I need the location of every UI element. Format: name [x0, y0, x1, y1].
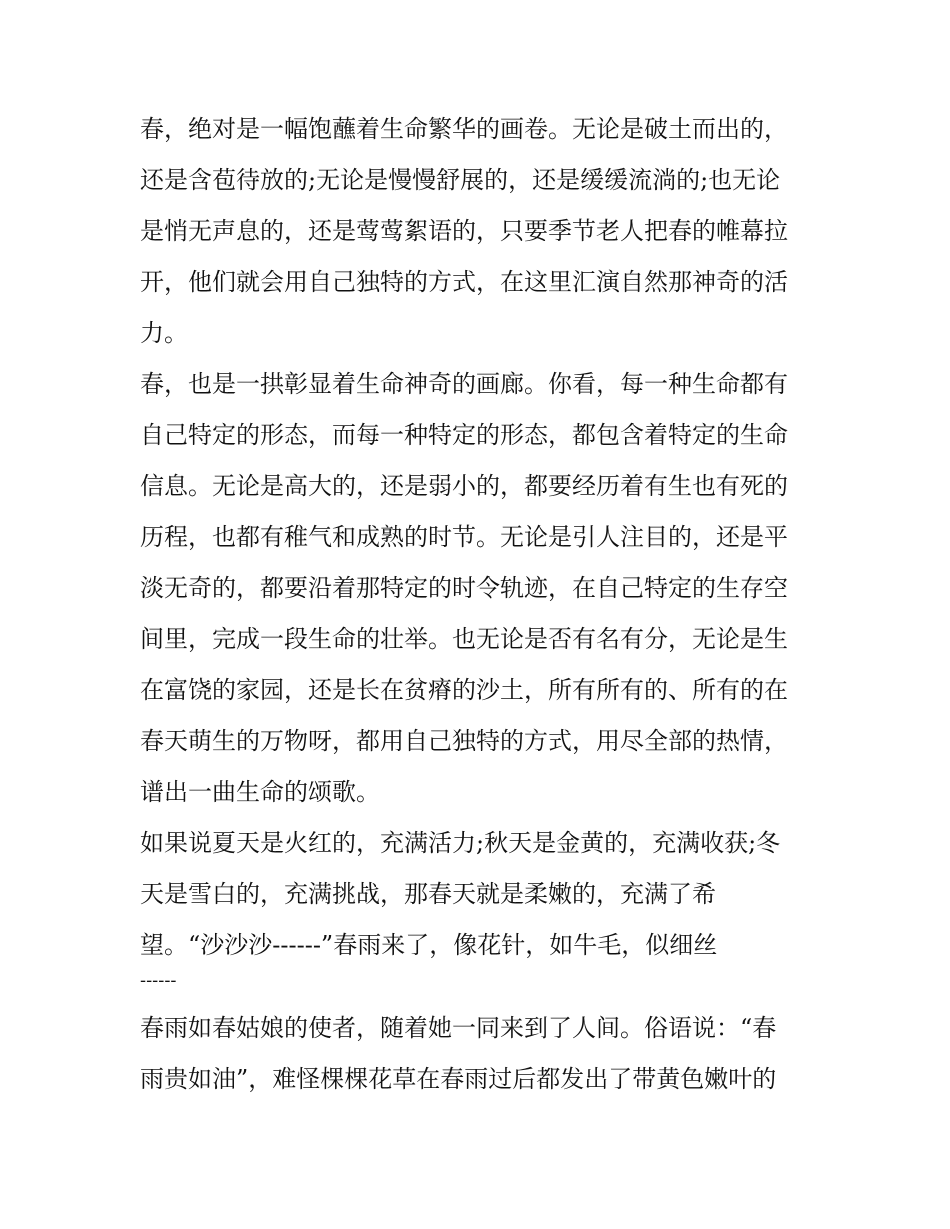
text-line-12: 在富饶的家园，还是长在贫瘠的沙土，所有所有的、所有的在: [140, 676, 788, 704]
text-line-15: 如果说夏天是火红的，充满活力;秋天是金黄的，充满收获;冬: [140, 829, 781, 857]
text-line-8: 信息。无论是高大的，还是弱小的，都要经历着有生也有死的: [140, 472, 788, 500]
text-line-1: 春，绝对是一幅饱蘸着生命繁华的画卷。无论是破土而出的，: [140, 115, 788, 143]
text-line-20: 雨贵如油”，难怪棵棵花草在春雨过后都发出了带黄色嫩叶的: [140, 1065, 777, 1093]
text-line-11: 间里，完成一段生命的壮举。也无论是否有名有分，无论是生: [140, 625, 788, 653]
text-line-2: 还是含苞待放的;无论是慢慢舒展的，还是缓缓流淌的;也无论: [140, 166, 781, 194]
text-line-6: 春，也是一拱彰显着生命神奇的画廊。你看，每一种生命都有: [140, 370, 788, 398]
text-line-19: 春雨如春姑娘的使者，随着她一同来到了人间。俗语说：“春: [140, 1014, 777, 1042]
text-line-9: 历程，也都有稚气和成熟的时节。无论是引人注目的，还是平: [140, 523, 788, 551]
text-line-14: 谱出一曲生命的颂歌。: [140, 778, 380, 806]
text-line-18: ------: [140, 971, 177, 991]
text-line-10: 淡无奇的，都要沿着那特定的时令轨迹，在自己特定的生存空: [140, 574, 788, 602]
text-line-7: 自己特定的形态，而每一种特定的形态，都包含着特定的生命: [140, 421, 788, 449]
text-line-5: 力。: [140, 319, 188, 347]
text-line-17: 望。“沙沙沙------”春雨来了，像花针，如牛毛，似细丝: [140, 931, 718, 959]
text-line-13: 春天萌生的万物呀，都用自己独特的方式，用尽全部的热情，: [140, 727, 788, 755]
text-line-3: 是悄无声息的，还是莺莺絮语的，只要季节老人把春的帷幕拉: [140, 217, 788, 245]
text-line-16: 天是雪白的，充满挑战，那春天就是柔嫩的，充满了希: [140, 880, 716, 908]
text-line-4: 开，他们就会用自己独特的方式，在这里汇演自然那神奇的活: [140, 268, 788, 296]
body-text: [140, 104, 820, 1105]
